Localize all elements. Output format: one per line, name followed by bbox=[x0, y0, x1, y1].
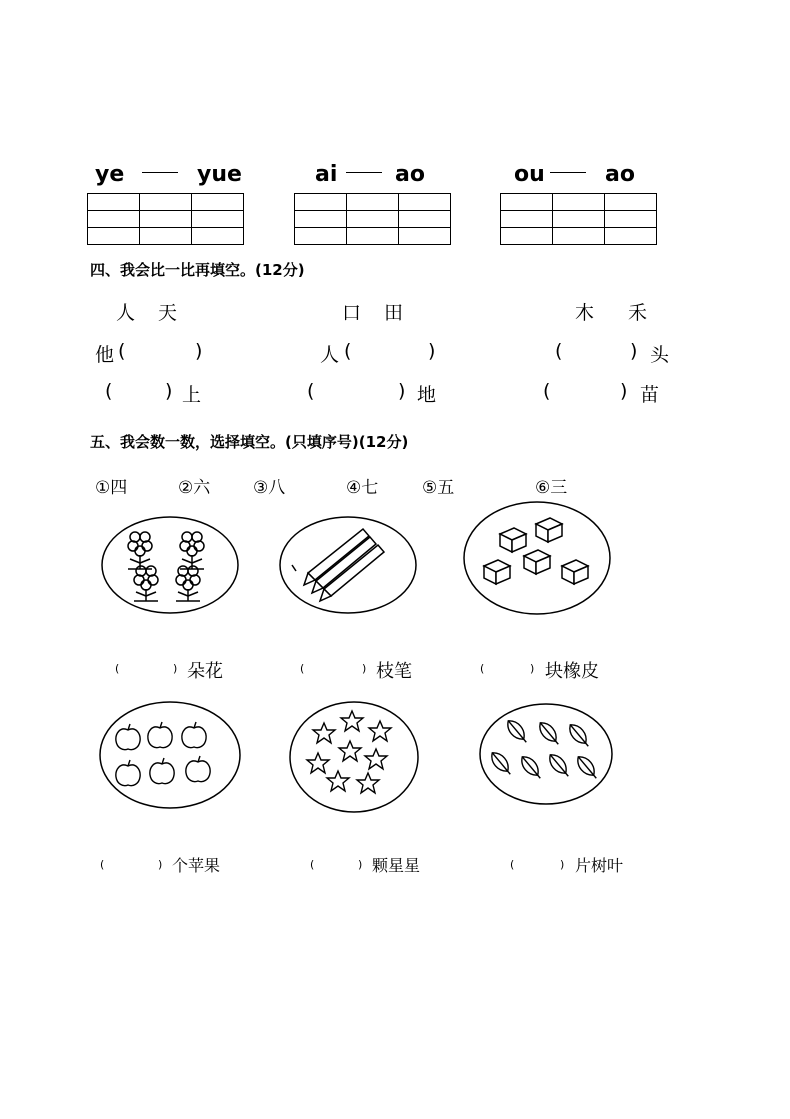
writing-grid-3[interactable] bbox=[500, 193, 657, 245]
flower-icon bbox=[128, 532, 204, 601]
row2-3-after: 头 bbox=[650, 344, 670, 366]
option-1: ①四 bbox=[95, 478, 128, 498]
label4-paren-open: ( bbox=[100, 858, 105, 871]
row3-3-paren-open: ( bbox=[543, 380, 551, 402]
pair-2-b: 田 bbox=[384, 302, 404, 324]
row3-3-paren-close: ) bbox=[620, 380, 628, 402]
row3-2-paren-open: ( bbox=[307, 380, 315, 402]
option-2: ②六 bbox=[178, 478, 211, 498]
label1-paren-open: ( bbox=[115, 662, 120, 675]
apple-icon bbox=[116, 722, 210, 786]
label6-paren-open: ( bbox=[510, 858, 515, 871]
pinyin-right-2: ao bbox=[395, 162, 425, 187]
label3-paren-open: ( bbox=[480, 662, 485, 675]
pair-1-b: 天 bbox=[158, 302, 178, 324]
label2-paren-open: ( bbox=[300, 662, 305, 675]
dash-1 bbox=[142, 172, 178, 173]
flowers-picture bbox=[100, 515, 240, 615]
row3-2-after: 地 bbox=[417, 384, 437, 406]
erasers-picture bbox=[462, 500, 614, 616]
option-6: ⑥三 bbox=[535, 478, 568, 498]
option-5: ⑤五 bbox=[422, 478, 455, 498]
row3-3-after: 苗 bbox=[640, 384, 660, 406]
label5-paren-open: ( bbox=[310, 858, 315, 871]
eraser-icon bbox=[484, 518, 588, 584]
row2-2-paren-open: ( bbox=[344, 340, 352, 362]
stars-picture bbox=[288, 700, 420, 814]
label-erasers: 块橡皮 bbox=[545, 661, 599, 682]
label-pencils: 枝笔 bbox=[376, 661, 412, 682]
label3-paren-close: ) bbox=[530, 662, 535, 675]
leaf-icon bbox=[488, 717, 601, 782]
pencil-icon bbox=[304, 529, 384, 601]
label-leaves: 片树叶 bbox=[575, 856, 624, 875]
pinyin-left-2: ai bbox=[315, 162, 338, 187]
label2-paren-close: ) bbox=[362, 662, 367, 675]
row3-1-after: 上 bbox=[182, 384, 202, 406]
dash-3 bbox=[550, 172, 586, 173]
pair-3-a: 木 bbox=[575, 302, 595, 324]
row2-2-paren-close: ) bbox=[428, 340, 436, 362]
writing-grid-1[interactable] bbox=[87, 193, 244, 245]
label5-paren-close: ) bbox=[358, 858, 363, 871]
leaves-picture bbox=[478, 702, 614, 806]
pinyin-left-3: ou bbox=[514, 162, 545, 187]
pinyin-right-3: ao bbox=[605, 162, 635, 187]
row2-3-paren-close: ) bbox=[630, 340, 638, 362]
pencils-picture bbox=[278, 515, 418, 615]
row2-3-paren-open: ( bbox=[555, 340, 563, 362]
dash-2 bbox=[346, 172, 382, 173]
writing-grid-2[interactable] bbox=[294, 193, 451, 245]
label6-paren-close: ) bbox=[560, 858, 565, 871]
row3-1-paren-open: ( bbox=[105, 380, 113, 402]
star-icon bbox=[307, 711, 391, 793]
apples-picture bbox=[98, 700, 242, 810]
pair-2-a: 口 bbox=[342, 302, 362, 324]
row2-1-paren-open: ( bbox=[118, 340, 126, 362]
pinyin-left-1: ye bbox=[95, 162, 125, 187]
section4-heading: 四、我会比一比再填空。(12分) bbox=[90, 261, 305, 279]
row3-1-paren-close: ) bbox=[165, 380, 173, 402]
pinyin-right-1: yue bbox=[197, 162, 242, 187]
option-3: ③八 bbox=[253, 478, 286, 498]
label-stars: 颗星星 bbox=[372, 856, 421, 875]
label1-paren-close: ) bbox=[173, 662, 178, 675]
row3-2-paren-close: ) bbox=[398, 380, 406, 402]
pair-1-a: 人 bbox=[116, 302, 136, 324]
pair-3-b: 禾 bbox=[628, 302, 648, 324]
label-flowers: 朵花 bbox=[187, 661, 223, 682]
option-4: ④七 bbox=[346, 478, 379, 498]
label-apples: 个苹果 bbox=[172, 856, 221, 875]
section5-heading: 五、我会数一数，选择填空。(只填序号)(12分) bbox=[90, 433, 409, 451]
row2-2-before: 人 bbox=[320, 344, 340, 366]
row2-1-paren-close: ) bbox=[195, 340, 203, 362]
label4-paren-close: ) bbox=[158, 858, 163, 871]
row2-1-before: 他 bbox=[95, 344, 115, 366]
